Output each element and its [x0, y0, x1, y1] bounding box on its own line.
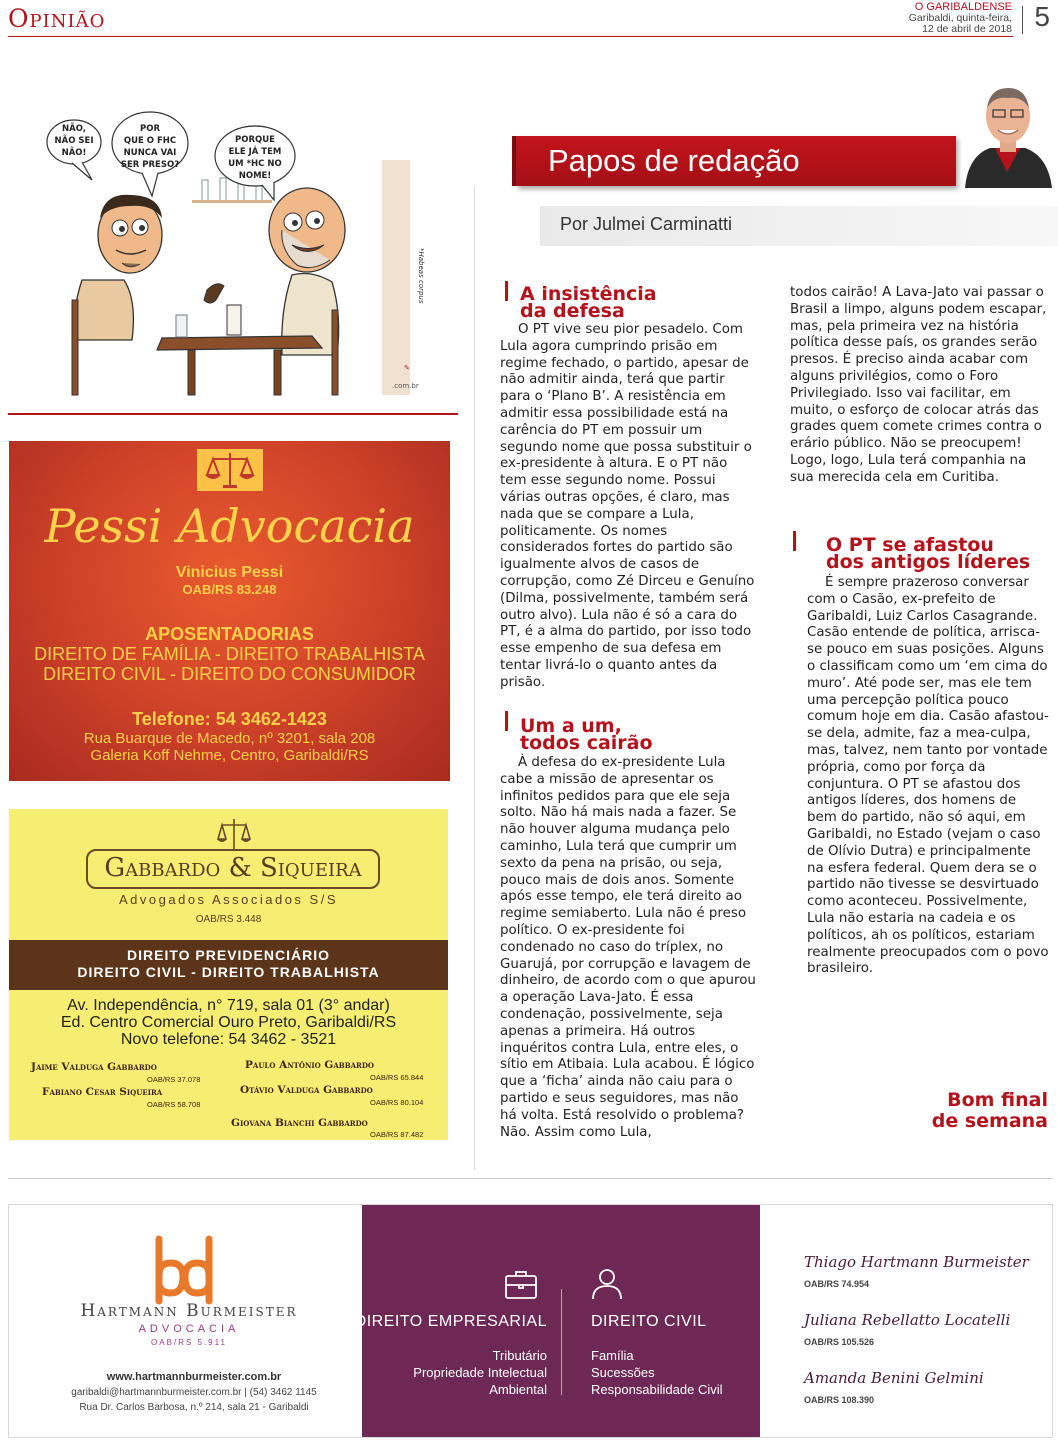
article3-headline: [826, 534, 1056, 573]
header-rule: [8, 36, 1013, 37]
ad-gabbardo-address-line2: Ed. Centro Comercial Ouro Preto, Garibaldi/RS: [60, 1014, 397, 1031]
ad-gabbardo-lawyer-oab: OAB/RS 58.708: [147, 1100, 201, 1109]
ad-hartmann-contact-line1: garibaldi@hartmannburmeister.com.br | (54) 3462 1145: [71, 1387, 317, 1398]
ad-hartmann-lawyer-oab: OAB/RS 105.526: [804, 1337, 875, 1347]
page-header: [0, 0, 1058, 40]
ad-hartmann-lawyer-oab: OAB/RS 74.954: [804, 1279, 870, 1289]
article1-paragraph: O PT vive seu pior pesadelo. Com Lula agora cumprindo prisão em regime fechado, o partido, apesar de não admitir ainda, terá que partir para o ‘Plano B’. A resistência em admitir essa possibilidade está na carência do PT em possuir um segundo nome que possa substituir o ex-presidente à altura. E o PT não tem esse segundo nome. Possui várias outras opções, é claro, mas nada que se compare a Lula, politicamente. Os nomes considerados fortes do partido são igualmente alvos de casos de corrupção, como Zé Dirceu e Genuíno (Dilma, possivelmente, também será outro alvo). Lula não é só a cara do PT, é a alma do partido, por isso todo esse empenho de sua defesa em tentar livrá-lo o quanto antes da prisão.: [500, 322, 755, 690]
ad-gabbardo-band: [9, 940, 448, 990]
headline-marker: [793, 531, 796, 551]
article3-body: [807, 575, 1050, 978]
ad-gabbardo-lawyer: Giovana Bianchi Gabbardo: [231, 1117, 368, 1129]
ad-pessi-oab: OAB/RS 83.248: [182, 582, 277, 597]
bubble3-line4: NOME!: [238, 171, 272, 181]
article2-headline-line1: Um a um,: [520, 715, 622, 737]
bubble1-line2: NÃO SEI: [54, 136, 94, 146]
article1-headline-line2: da defesa: [520, 300, 625, 322]
ad-hartmann-name: Hartmann Burmeister: [80, 1301, 298, 1321]
ad-hartmann-area2-item: Família: [591, 1348, 634, 1363]
ad-hartmann-area1-item: Propriedade Intelectual: [413, 1365, 547, 1380]
ad-hartmann-area1-title: DIREITO EMPRESARIAL: [354, 1313, 547, 1330]
ad-hartmann-lawyer-oab: OAB/RS 108.390: [804, 1395, 875, 1405]
speech-bubble-1: [47, 120, 101, 180]
ad-hartmann-area2-title: DIREITO CIVIL: [591, 1313, 707, 1330]
ad-gabbardo-lawyer-oab: OAB/RS 87.482: [370, 1130, 424, 1139]
ad-gabbardo-band-line1: DIREITO PREVIDENCIÁRIO: [127, 947, 330, 963]
scales-of-justice-icon: [195, 445, 265, 495]
ad-gabbardo-lawyer-oab: OAB/RS 65.844: [370, 1073, 424, 1082]
page-separator: [1022, 6, 1023, 34]
closing-line2: de semana: [931, 1110, 1048, 1132]
section-title: Opinião: [8, 4, 106, 33]
ad-gabbardo-phone: Novo telefone: 54 3462 - 3521: [120, 1031, 337, 1048]
bubble2-line3: NUNCA VAI: [123, 148, 177, 158]
cartoon-bottle-glass: [176, 284, 241, 337]
ad-gabbardo-address: [9, 997, 448, 1048]
paper-name: O GARIBALDENSE: [914, 1, 1012, 13]
author-photo: [960, 76, 1055, 188]
ad-gabbardo-lawyer: Jaime Valduga Gabbardo: [31, 1061, 157, 1073]
speech-bubble-2: [112, 112, 188, 196]
column-left-rule: [474, 186, 475, 1170]
headline-marker: [505, 711, 508, 731]
closing-line1: Bom final: [947, 1089, 1048, 1111]
article2-body: [500, 755, 758, 1141]
ad-gabbardo-lawyer-oab: OAB/RS 37.078: [147, 1075, 201, 1084]
ad-pessi-address-line1: Rua Buarque de Macedo, nº 3201, sala 208: [83, 730, 376, 747]
left-divider: [8, 413, 458, 415]
ad-hartmann-areas-panel: [354, 1205, 760, 1437]
ad-pessi-area1: APOSENTADORIAS: [145, 624, 314, 644]
bubble3-line3: UM *HC NO: [228, 159, 282, 169]
bubble2-line1: POR: [139, 124, 161, 134]
ad-gabbardo-address-line1: Av. Independência, n° 719, sala 01 (3° andar): [67, 997, 390, 1014]
bubble2-line4: SER PRESO?: [120, 160, 180, 170]
ad-hartmann-area2-item: Responsabilidade Civil: [591, 1382, 723, 1397]
ad-gabbardo-siqueira: [9, 809, 448, 1140]
ad-pessi-name: Pessi Advocacia: [44, 499, 415, 553]
paper-meta: [909, 2, 1012, 35]
bubble1-line3: NÃO!: [61, 148, 87, 158]
article2-continuation-paragraph: todos cairão! A Lava-Jato vai passar o Brasil a limpo, alguns podem escapar, mas, pela primeira vez na história política desse país, os grandes serão presos. É preciso ainda acabar com alguns privilégios, como o Foro Privilegiado. Isso vai facilitar, em muito, o esforço de colocar atrás das grades quem comete crimes contra o erário público. Não se preocupem! Logo, logo, Lula terá companhia na sua merecida cela em Curitiba.: [790, 285, 1047, 485]
article1-headline-line1: A insistência: [520, 283, 657, 305]
ad-hartmann-lawyer: Thiago Hartmann Burmeister: [804, 1253, 1029, 1271]
cartoon-wall-panel: [382, 160, 410, 395]
cartoon-footnote: *Habeas corpus: [417, 248, 425, 304]
article2-headline: [520, 715, 770, 754]
article2-paragraph: À defesa do ex-presidente Lula cabe a missão de apresentar os infinitos pedidos para que ele seja solto. Não há mais nada a fazer. Se não houver alguma mudança pelo caminho, Lula terá que cumprir um sexto da pena na prisão, ou seja, pouco mais de dois anos. Somente após esse tempo, ele terá direito ao regime semiaberto. Lula não é preso político. O ex-presidente foi condenado no caso do tríplex, no Guarujá, por corrupção e lavagem de dinheiro, de acordo com o que apurou a operação Lava-Jato. É essa condenação, possivelmente, seja apenas a primeira. Há outros inquéritos contra Lula, entre eles, o sítio em Atibaia. Lula acabou. É lógico que a ‘ficha’ ainda não caiu para o partido e seus seguidores, mas não há volta. Está resolvido o problema? Não. Assim como Lula,: [500, 755, 756, 1140]
cartoon-man-left: [74, 195, 162, 340]
ad-gabbardo-oab: OAB/RS 3.448: [195, 914, 262, 925]
page-number: 5: [1034, 1, 1050, 32]
column-title: Papos de redação: [548, 143, 800, 178]
bubble3-line2: ELE JÁ TEM: [228, 147, 282, 157]
ad-hartmann-contact-line2: Rua Dr. Carlos Barbosa, n.º 214, sala 21 - Garibaldi: [79, 1402, 309, 1413]
bubble1-line1: NÃO,: [62, 124, 86, 134]
ad-hartmann-area1-item: Ambiental: [489, 1382, 547, 1397]
ad-hartmann-area1-items: [413, 1347, 547, 1398]
column-author: Por Julmei Carminatti: [560, 214, 733, 234]
ad-pessi-phone: Telefone: 54 3462-1423: [132, 709, 327, 729]
ad-pessi-person: Vinicius Pessi: [175, 564, 284, 581]
bubble2-line2: QUE O FHC: [123, 136, 177, 146]
cartoon-signature-mark: ✎: [404, 364, 410, 372]
article3-headline-line2: dos antigos líderes: [826, 551, 1031, 573]
ad-hartmann-lawyer: Amanda Benini Gelmini: [804, 1369, 984, 1387]
ad-hartmann-oab: OAB/RS 5.911: [151, 1338, 227, 1347]
ad-pessi-advocacia: [9, 441, 450, 781]
ad-hartmann-lawyer: Juliana Rebellatto Locatelli: [804, 1311, 1011, 1329]
ad-hartmann-area2-items: [591, 1347, 723, 1398]
bottom-rule: [8, 1178, 1053, 1179]
ad-hartmann-area2-item: Sucessões: [591, 1365, 655, 1380]
date: 12 de abril de 2018: [922, 23, 1012, 35]
briefcase-icon: [503, 1267, 539, 1301]
ad-hartmann-area1-item: Tributário: [492, 1348, 547, 1363]
dateline: Garibaldi, quinta-feira,: [908, 12, 1012, 24]
article3-headline-line1: O PT se afastou: [826, 534, 994, 556]
ad-pessi-address-line2: Galeria Koff Nehme, Centro, Garibaldi/RS: [90, 747, 369, 764]
ad-gabbardo-lawyer: Otávio Valduga Gabbardo: [240, 1084, 373, 1096]
article1-body: [500, 322, 758, 692]
ad-pessi-address: [9, 730, 450, 764]
person-icon: [589, 1267, 625, 1301]
ad-hartmann-burmeister: [8, 1204, 1053, 1438]
cartoon-shelf: [192, 200, 272, 203]
ad-hartmann-area-civil: [561, 1205, 760, 1437]
ad-pessi-areas: [9, 624, 450, 684]
article3-paragraph: É sempre prazeroso conversar com o Casão, ex-prefeito de Garibaldi, Luiz Carlos Casagrande. Casão entende de política, arrisca-se pouco em suas posições. Alguns o classificam como um ‘em cima do muro’. Até pode ser, mas ele tem uma percepção política pouco comum hoje em dia. Casão afastou-se dela, admite, faz a mea-culpa, mas, talvez, nem tanto por vontade própria, como por força da conjuntura. O PT se afastou dos antigos líderes, dos homens de bem do partido, não só aqui, em Garibaldi, no Estado (vejam o caso de Olívio Dutra) e principalmente na esfera federal. Quem dera se o partido não tivesse se desvirtuado como aconteceu. Possivelmente, Lula não estaria na cadeia e os políticos, ah os políticos, estariam realmente preocupados com o povo brasileiro.: [807, 575, 1049, 977]
article2-continuation: [790, 285, 1048, 487]
ad-hartmann-area-business: [354, 1205, 561, 1437]
ad-hartmann-contact: [49, 1385, 339, 1415]
ad-gabbardo-lawyer-oab: OAB/RS 80.104: [370, 1098, 424, 1107]
bubble3-line1: PORQUE: [235, 135, 275, 145]
ad-gabbardo-band-line2: DIREITO CIVIL - DIREITO TRABALHISTA: [77, 964, 380, 980]
headline-marker: [505, 281, 508, 301]
ad-gabbardo-name: Gabbardo & Siqueira: [104, 853, 362, 883]
editorial-cartoon: [12, 100, 452, 400]
hb-monogram-logo: [149, 1235, 221, 1305]
ad-pessi-area2: DIREITO DE FAMÍLIA - DIREITO TRABALHISTA: [34, 644, 425, 664]
ad-hartmann-subtitle: ADVOCACIA: [138, 1323, 240, 1335]
ad-gabbardo-lawyer: Fabiano Cesar Siqueira: [42, 1086, 163, 1098]
article2-headline-line2: todos cairão: [520, 732, 653, 754]
article1-headline: [520, 283, 770, 322]
ad-gabbardo-lawyer: Paulo Antônio Gabbardo: [245, 1059, 375, 1071]
ad-hartmann-website: www.hartmannburmeister.com.br: [106, 1371, 282, 1383]
closing-note: [932, 1090, 1048, 1132]
ad-pessi-area3: DIREITO CIVIL - DIREITO DO CONSUMIDOR: [43, 664, 416, 684]
cartoon-signature: .com.br: [392, 382, 419, 390]
speech-bubble-3: [215, 126, 295, 200]
ad-gabbardo-subtitle: Advogados Associados S/S: [119, 892, 338, 907]
